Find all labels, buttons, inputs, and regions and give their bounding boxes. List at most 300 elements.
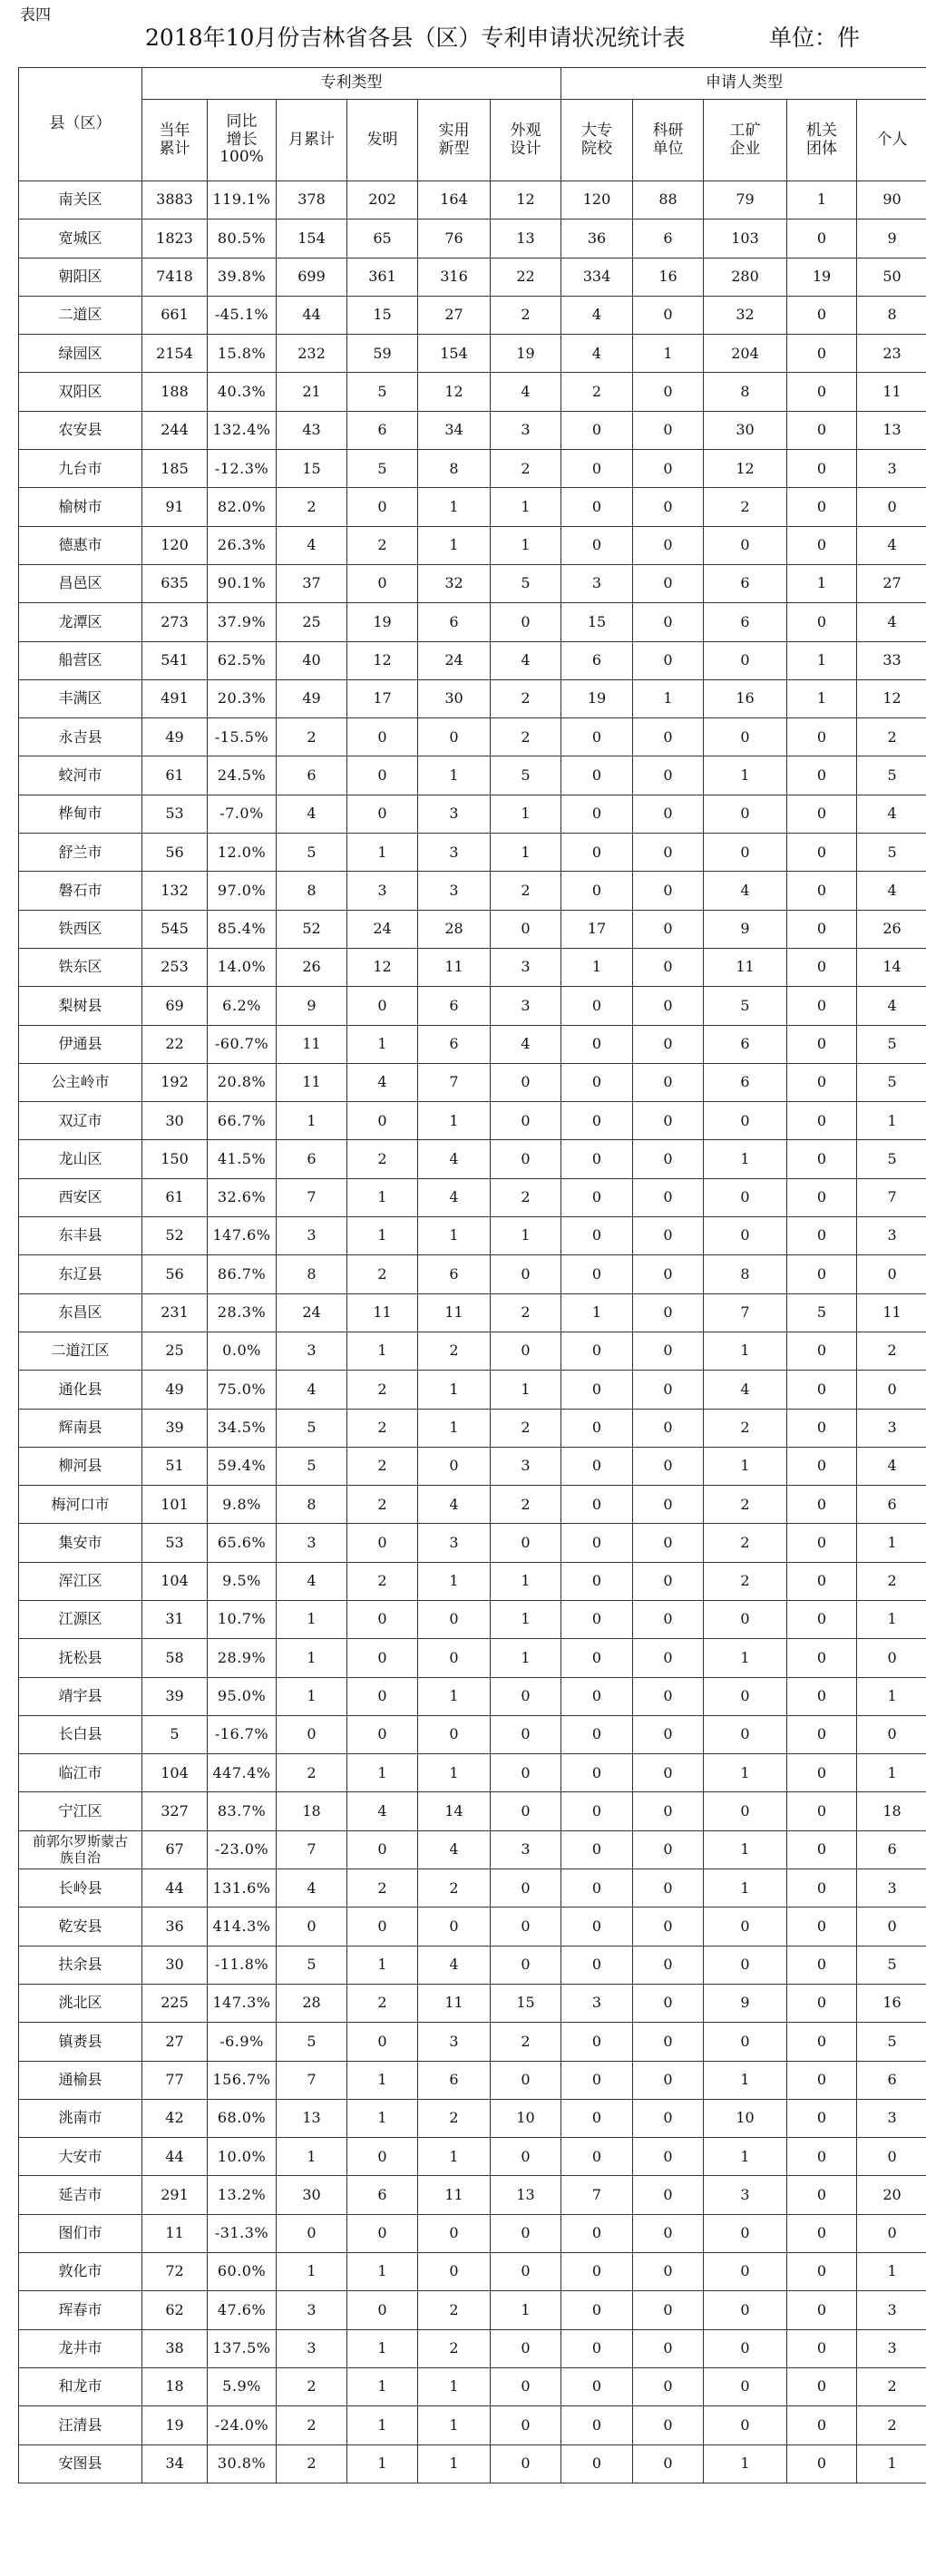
growth-cell: 12.0% bbox=[208, 834, 277, 872]
value-cell: 5 bbox=[347, 450, 418, 488]
value-cell: 1 bbox=[704, 2061, 787, 2099]
table-row bbox=[19, 872, 926, 910]
value-cell: 69 bbox=[142, 987, 208, 1025]
value-cell: 1 bbox=[347, 1332, 418, 1370]
value-cell: 0 bbox=[633, 450, 704, 488]
value-cell: 253 bbox=[142, 948, 208, 986]
value-cell: 0 bbox=[561, 1447, 633, 1485]
header-cell: 个人 bbox=[857, 100, 926, 181]
value-cell: 132 bbox=[142, 872, 208, 910]
value-cell: 10 bbox=[704, 2099, 787, 2137]
value-cell: 0 bbox=[704, 641, 787, 679]
value-cell: 0 bbox=[561, 1332, 633, 1370]
value-cell: 6 bbox=[857, 1486, 926, 1524]
value-cell: 0 bbox=[787, 526, 857, 564]
value-cell: 2 bbox=[491, 1409, 561, 1447]
value-cell: 0 bbox=[561, 2099, 633, 2137]
value-cell: 0 bbox=[787, 2099, 857, 2137]
value-cell: 104 bbox=[142, 1754, 208, 1792]
value-cell: 24 bbox=[418, 641, 491, 679]
value-cell: 2 bbox=[347, 1371, 418, 1409]
value-cell: 7 bbox=[277, 1178, 347, 1216]
growth-cell: -24.0% bbox=[208, 2406, 277, 2444]
growth-cell: 82.0% bbox=[208, 488, 277, 526]
value-cell: 2 bbox=[491, 1178, 561, 1216]
value-cell: 0 bbox=[633, 1140, 704, 1178]
value-cell: 120 bbox=[142, 526, 208, 564]
unit-label: 单位：件 bbox=[769, 24, 861, 51]
table-row bbox=[19, 2291, 926, 2329]
value-cell: 1 bbox=[418, 2444, 491, 2483]
table-row bbox=[19, 1293, 926, 1332]
region-cell: 东丰县 bbox=[19, 1217, 142, 1255]
region-cell: 九台市 bbox=[19, 450, 142, 488]
value-cell: 0 bbox=[704, 1715, 787, 1753]
value-cell: 0 bbox=[561, 2444, 633, 2483]
value-cell: 12 bbox=[704, 450, 787, 488]
value-cell: 4 bbox=[277, 1371, 347, 1409]
value-cell: 49 bbox=[142, 1371, 208, 1409]
value-cell: 19 bbox=[561, 679, 633, 717]
value-cell: 1 bbox=[787, 641, 857, 679]
region-cell: 柳河县 bbox=[19, 1447, 142, 1485]
value-cell: 5 bbox=[142, 1715, 208, 1753]
value-cell: 1 bbox=[347, 1754, 418, 1792]
value-cell: 0 bbox=[561, 2023, 633, 2061]
value-cell: 9 bbox=[277, 987, 347, 1025]
value-cell: 3 bbox=[857, 1409, 926, 1447]
growth-cell: 0.0% bbox=[208, 1332, 277, 1370]
table-label: 表四 bbox=[20, 6, 51, 24]
value-cell: 1 bbox=[418, 756, 491, 795]
value-cell: 5 bbox=[491, 564, 561, 602]
value-cell: 0 bbox=[857, 1715, 926, 1753]
table-row bbox=[19, 1792, 926, 1830]
value-cell: 0 bbox=[491, 2444, 561, 2483]
value-cell: 0 bbox=[491, 1908, 561, 1946]
value-cell: 0 bbox=[787, 1600, 857, 1638]
value-cell: 0 bbox=[491, 2367, 561, 2405]
value-cell: 0 bbox=[787, 2329, 857, 2367]
value-cell: 0 bbox=[633, 2406, 704, 2444]
region-cell: 伊通县 bbox=[19, 1025, 142, 1063]
value-cell: 20 bbox=[857, 2176, 926, 2214]
region-cell: 延吉市 bbox=[19, 2176, 142, 2214]
table-row bbox=[19, 679, 926, 717]
region-cell: 朝阳区 bbox=[19, 258, 142, 296]
value-cell: 56 bbox=[142, 834, 208, 872]
value-cell: 13 bbox=[277, 2099, 347, 2137]
value-cell: 0 bbox=[491, 603, 561, 641]
value-cell: 4 bbox=[418, 1486, 491, 1524]
value-cell: 0 bbox=[704, 795, 787, 833]
value-cell: 4 bbox=[857, 795, 926, 833]
value-cell: 4 bbox=[418, 1830, 491, 1869]
table-row bbox=[19, 756, 926, 795]
value-cell: 0 bbox=[491, 1869, 561, 1908]
value-cell: 0 bbox=[561, 1025, 633, 1063]
value-cell: 61 bbox=[142, 756, 208, 795]
value-cell: 0 bbox=[633, 564, 704, 602]
growth-cell: 95.0% bbox=[208, 1677, 277, 1715]
value-cell: 0 bbox=[704, 1600, 787, 1638]
value-cell: 2 bbox=[704, 1486, 787, 1524]
growth-cell: 28.3% bbox=[208, 1293, 277, 1332]
table-row bbox=[19, 948, 926, 986]
value-cell: 3 bbox=[418, 834, 491, 872]
value-cell: 0 bbox=[787, 450, 857, 488]
value-cell: 0 bbox=[491, 1792, 561, 1830]
value-cell: 154 bbox=[277, 220, 347, 258]
value-cell: 11 bbox=[347, 1293, 418, 1332]
region-cell: 临江市 bbox=[19, 1754, 142, 1792]
value-cell: 0 bbox=[787, 1217, 857, 1255]
value-cell: 0 bbox=[787, 1946, 857, 1984]
value-cell: 3 bbox=[857, 1869, 926, 1908]
value-cell: 4 bbox=[857, 603, 926, 641]
table-row bbox=[19, 526, 926, 564]
value-cell: 7 bbox=[277, 2061, 347, 2099]
table-row bbox=[19, 1025, 926, 1063]
value-cell: 61 bbox=[142, 1178, 208, 1216]
value-cell: 3 bbox=[418, 2023, 491, 2061]
value-cell: 4 bbox=[704, 872, 787, 910]
value-cell: 5 bbox=[277, 1447, 347, 1485]
value-cell: 2 bbox=[277, 2444, 347, 2483]
value-cell: 49 bbox=[142, 718, 208, 756]
value-cell: 0 bbox=[633, 1371, 704, 1409]
table-row bbox=[19, 1332, 926, 1370]
value-cell: 0 bbox=[491, 1332, 561, 1370]
value-cell: 10 bbox=[491, 2099, 561, 2137]
header-row-group bbox=[19, 68, 926, 100]
value-cell: 1 bbox=[491, 1371, 561, 1409]
value-cell: 4 bbox=[704, 1371, 787, 1409]
value-cell: 0 bbox=[491, 2061, 561, 2099]
value-cell: 4 bbox=[857, 526, 926, 564]
value-cell: 0 bbox=[347, 488, 418, 526]
region-cell: 农安县 bbox=[19, 411, 142, 449]
value-cell: 0 bbox=[491, 1102, 561, 1140]
value-cell: 2 bbox=[857, 2406, 926, 2444]
value-cell: 0 bbox=[787, 2406, 857, 2444]
value-cell: 0 bbox=[347, 1908, 418, 1946]
growth-cell: 30.8% bbox=[208, 2444, 277, 2483]
growth-cell: 14.0% bbox=[208, 948, 277, 986]
region-cell: 铁东区 bbox=[19, 948, 142, 986]
value-cell: 5 bbox=[857, 834, 926, 872]
value-cell: 1 bbox=[704, 756, 787, 795]
table-row bbox=[19, 258, 926, 296]
value-cell: 4 bbox=[418, 1140, 491, 1178]
growth-cell: -7.0% bbox=[208, 795, 277, 833]
value-cell: 26 bbox=[277, 948, 347, 986]
value-cell: 19 bbox=[347, 603, 418, 641]
header-cell: 当年 累计 bbox=[142, 100, 208, 181]
value-cell: 16 bbox=[633, 258, 704, 296]
value-cell: 0 bbox=[418, 1908, 491, 1946]
value-cell: 1 bbox=[857, 1677, 926, 1715]
value-cell: 3 bbox=[277, 1217, 347, 1255]
value-cell: 3 bbox=[418, 1524, 491, 1562]
value-cell: 0 bbox=[633, 910, 704, 948]
growth-cell: 90.1% bbox=[208, 564, 277, 602]
growth-cell: 85.4% bbox=[208, 910, 277, 948]
value-cell: 6 bbox=[418, 1025, 491, 1063]
growth-cell: 83.7% bbox=[208, 1792, 277, 1830]
value-cell: 5 bbox=[857, 1946, 926, 1984]
region-cell: 二道江区 bbox=[19, 1332, 142, 1370]
value-cell: 11 bbox=[418, 2176, 491, 2214]
value-cell: 0 bbox=[633, 2291, 704, 2329]
value-cell: 3 bbox=[561, 564, 633, 602]
table-body bbox=[19, 181, 926, 2483]
region-cell: 扶余县 bbox=[19, 1946, 142, 1984]
value-cell: 0 bbox=[561, 488, 633, 526]
value-cell: 6 bbox=[857, 1830, 926, 1869]
value-cell: 28 bbox=[418, 910, 491, 948]
region-cell: 靖宇县 bbox=[19, 1677, 142, 1715]
value-cell: 150 bbox=[142, 1140, 208, 1178]
value-cell: 0 bbox=[633, 987, 704, 1025]
value-cell: 1 bbox=[704, 1332, 787, 1370]
value-cell: 1 bbox=[857, 1524, 926, 1562]
value-cell: 8 bbox=[857, 296, 926, 334]
value-cell: 0 bbox=[704, 2329, 787, 2367]
value-cell: 2 bbox=[418, 2099, 491, 2137]
value-cell: 0 bbox=[787, 2253, 857, 2291]
value-cell: 0 bbox=[347, 987, 418, 1025]
value-cell: 12 bbox=[418, 373, 491, 411]
value-cell: 0 bbox=[857, 2214, 926, 2252]
value-cell: 79 bbox=[704, 181, 787, 220]
value-cell: 2 bbox=[704, 1524, 787, 1562]
value-cell: 5 bbox=[277, 1409, 347, 1447]
value-cell: 14 bbox=[857, 948, 926, 986]
value-cell: 30 bbox=[418, 679, 491, 717]
value-cell: 0 bbox=[633, 1255, 704, 1293]
table-row bbox=[19, 488, 926, 526]
value-cell: 0 bbox=[633, 1830, 704, 1869]
value-cell: 22 bbox=[491, 258, 561, 296]
value-cell: 2 bbox=[418, 2291, 491, 2329]
region-cell: 通榆县 bbox=[19, 2061, 142, 2099]
value-cell: 0 bbox=[787, 2061, 857, 2099]
region-cell: 洮南市 bbox=[19, 2099, 142, 2137]
table-row bbox=[19, 834, 926, 872]
value-cell: 25 bbox=[142, 1332, 208, 1370]
value-cell: 154 bbox=[418, 335, 491, 373]
region-cell: 辉南县 bbox=[19, 1409, 142, 1447]
table-row bbox=[19, 2444, 926, 2483]
table-row bbox=[19, 335, 926, 373]
value-cell: 0 bbox=[561, 1063, 633, 1101]
value-cell: 1 bbox=[633, 335, 704, 373]
value-cell: 0 bbox=[347, 564, 418, 602]
value-cell: 8 bbox=[704, 1255, 787, 1293]
value-cell: 1 bbox=[418, 2138, 491, 2176]
value-cell: 67 bbox=[142, 1830, 208, 1869]
value-cell: 6 bbox=[704, 1063, 787, 1101]
value-cell: 0 bbox=[561, 987, 633, 1025]
header-cell: 大专 院校 bbox=[561, 100, 633, 181]
value-cell: 27 bbox=[142, 2023, 208, 2061]
value-cell: 3 bbox=[277, 2291, 347, 2329]
value-cell: 0 bbox=[561, 2291, 633, 2329]
value-cell: 8 bbox=[418, 450, 491, 488]
value-cell: 5 bbox=[857, 1140, 926, 1178]
value-cell: 1 bbox=[347, 1946, 418, 1984]
growth-cell: 137.5% bbox=[208, 2329, 277, 2367]
region-cell: 龙山区 bbox=[19, 1140, 142, 1178]
value-cell: 1 bbox=[561, 948, 633, 986]
region-cell: 舒兰市 bbox=[19, 834, 142, 872]
growth-cell: 60.0% bbox=[208, 2253, 277, 2291]
value-cell: 4 bbox=[347, 1063, 418, 1101]
value-cell: 15 bbox=[277, 450, 347, 488]
value-cell: 2 bbox=[277, 2406, 347, 2444]
value-cell: 32 bbox=[418, 564, 491, 602]
region-cell: 乾安县 bbox=[19, 1908, 142, 1946]
value-cell: 1 bbox=[347, 1217, 418, 1255]
value-cell: 0 bbox=[633, 2023, 704, 2061]
value-cell: 1 bbox=[491, 1217, 561, 1255]
value-cell: 0 bbox=[787, 1371, 857, 1409]
value-cell: 13 bbox=[857, 411, 926, 449]
value-cell: 3 bbox=[491, 1447, 561, 1485]
value-cell: 1 bbox=[347, 2444, 418, 2483]
value-cell: 4 bbox=[418, 1178, 491, 1216]
value-cell: 0 bbox=[347, 1677, 418, 1715]
value-cell: 316 bbox=[418, 258, 491, 296]
growth-cell: -23.0% bbox=[208, 1830, 277, 1869]
value-cell: 1 bbox=[491, 526, 561, 564]
value-cell: 0 bbox=[491, 2329, 561, 2367]
value-cell: 0 bbox=[787, 1255, 857, 1293]
value-cell: 7 bbox=[418, 1063, 491, 1101]
value-cell: 0 bbox=[704, 2406, 787, 2444]
value-cell: 3 bbox=[491, 948, 561, 986]
value-cell: 0 bbox=[787, 411, 857, 449]
value-cell: 30 bbox=[142, 1102, 208, 1140]
header-cell: 实用 新型 bbox=[418, 100, 491, 181]
value-cell: 0 bbox=[857, 1908, 926, 1946]
value-cell: 13 bbox=[491, 220, 561, 258]
value-cell: 0 bbox=[787, 488, 857, 526]
value-cell: 0 bbox=[633, 1025, 704, 1063]
value-cell: 2 bbox=[277, 718, 347, 756]
value-cell: 0 bbox=[491, 1063, 561, 1101]
value-cell: 2 bbox=[857, 718, 926, 756]
value-cell: 0 bbox=[787, 1562, 857, 1600]
growth-cell: 80.5% bbox=[208, 220, 277, 258]
value-cell: 3 bbox=[857, 450, 926, 488]
table-row bbox=[19, 2406, 926, 2444]
value-cell: 2154 bbox=[142, 335, 208, 373]
table-row bbox=[19, 1754, 926, 1792]
region-cell: 东昌区 bbox=[19, 1293, 142, 1332]
growth-cell: 37.9% bbox=[208, 603, 277, 641]
table-row bbox=[19, 1371, 926, 1409]
value-cell: 0 bbox=[418, 1447, 491, 1485]
value-cell: 3 bbox=[347, 872, 418, 910]
value-cell: 33 bbox=[857, 641, 926, 679]
value-cell: 3 bbox=[277, 1332, 347, 1370]
value-cell: 1823 bbox=[142, 220, 208, 258]
growth-cell: 414.3% bbox=[208, 1908, 277, 1946]
table-row bbox=[19, 450, 926, 488]
growth-cell: 86.7% bbox=[208, 1255, 277, 1293]
growth-cell: 6.2% bbox=[208, 987, 277, 1025]
value-cell: 0 bbox=[633, 2214, 704, 2252]
value-cell: 12 bbox=[347, 948, 418, 986]
value-cell: 0 bbox=[633, 2099, 704, 2137]
table-row bbox=[19, 2253, 926, 2291]
header-cell: 科研 单位 bbox=[633, 100, 704, 181]
value-cell: 1 bbox=[633, 679, 704, 717]
value-cell: 0 bbox=[561, 2367, 633, 2405]
value-cell: 2 bbox=[491, 1293, 561, 1332]
value-cell: 635 bbox=[142, 564, 208, 602]
table-row bbox=[19, 1524, 926, 1562]
value-cell: 42 bbox=[142, 2099, 208, 2137]
value-cell: 5 bbox=[704, 987, 787, 1025]
value-cell: 103 bbox=[704, 220, 787, 258]
value-cell: 1 bbox=[347, 2329, 418, 2367]
value-cell: 1 bbox=[418, 1677, 491, 1715]
region-cell: 船营区 bbox=[19, 641, 142, 679]
value-cell: 0 bbox=[561, 756, 633, 795]
value-cell: 0 bbox=[418, 1600, 491, 1638]
value-cell: 0 bbox=[633, 1102, 704, 1140]
value-cell: 0 bbox=[561, 1792, 633, 1830]
value-cell: 0 bbox=[561, 1869, 633, 1908]
value-cell: 0 bbox=[561, 1140, 633, 1178]
region-cell: 东辽县 bbox=[19, 1255, 142, 1293]
region-cell: 敦化市 bbox=[19, 2253, 142, 2291]
value-cell: 361 bbox=[347, 258, 418, 296]
value-cell: 4 bbox=[857, 1447, 926, 1485]
region-cell: 蛟河市 bbox=[19, 756, 142, 795]
value-cell: 18 bbox=[142, 2367, 208, 2405]
header-applicant-type: 申请人类型 bbox=[561, 68, 926, 100]
value-cell: 58 bbox=[142, 1639, 208, 1677]
region-cell: 和龙市 bbox=[19, 2367, 142, 2405]
value-cell: 1 bbox=[857, 2444, 926, 2483]
value-cell: 22 bbox=[142, 1025, 208, 1063]
value-cell: 5 bbox=[347, 373, 418, 411]
value-cell: 2 bbox=[277, 2367, 347, 2405]
value-cell: 1 bbox=[277, 2253, 347, 2291]
value-cell: 9 bbox=[704, 1984, 787, 2022]
value-cell: 4 bbox=[418, 1946, 491, 1984]
value-cell: 2 bbox=[491, 679, 561, 717]
value-cell: 18 bbox=[277, 1792, 347, 1830]
value-cell: 0 bbox=[491, 2138, 561, 2176]
value-cell: 0 bbox=[704, 1677, 787, 1715]
value-cell: 164 bbox=[418, 181, 491, 220]
value-cell: 1 bbox=[857, 1600, 926, 1638]
value-cell: 4 bbox=[491, 373, 561, 411]
value-cell: 43 bbox=[277, 411, 347, 449]
growth-cell: 41.5% bbox=[208, 1140, 277, 1178]
growth-cell: 47.6% bbox=[208, 2291, 277, 2329]
value-cell: 0 bbox=[561, 1677, 633, 1715]
value-cell: 3 bbox=[491, 987, 561, 1025]
value-cell: 1 bbox=[347, 834, 418, 872]
table-row bbox=[19, 1255, 926, 1293]
value-cell: 1 bbox=[347, 2099, 418, 2137]
